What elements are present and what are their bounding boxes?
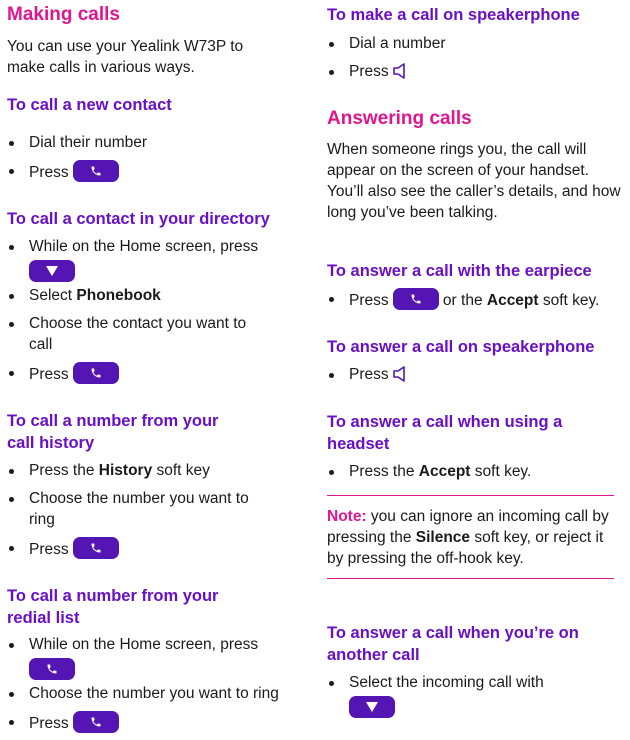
answering-calls-title: Answering calls [327,108,472,129]
note-label: Note: [327,508,367,525]
list-item: Dial a number [327,33,446,54]
phone-icon [90,165,102,177]
heading-call-history: To call a number from your call history [7,412,219,452]
phone-icon [90,716,102,728]
answering-calls-intro: When someone rings you, the call will appear on the screen of your handset. You’ll also see the caller’s details, and how long you’ve been talking. [327,141,621,221]
list-item: Press [327,61,411,82]
list-item: Press [7,160,119,183]
heading-answer-earpiece: To answer a call with the earpiece [327,262,592,280]
call-button [73,711,119,733]
call-button [73,362,119,384]
heading-redial-list: To call a number from your redial list [7,587,219,627]
list-item: Select the incoming call with [327,672,619,719]
note-divider-top [327,495,614,496]
list-item: Press [327,364,411,385]
heading-answer-speakerphone: To answer a call on speakerphone [327,338,595,356]
list-item: Press the History soft key [7,460,210,481]
heading-new-contact: To call a new contact [7,96,172,114]
down-arrow-icon [46,266,58,276]
list-item: Press [7,537,119,560]
note-divider-bottom [327,578,614,579]
list-item: While on the Home screen, press [7,236,299,283]
making-calls-title: Making calls [7,4,120,25]
phone-icon [90,367,102,379]
list-item: Press [7,362,119,385]
heading-directory: To call a contact in your directory [7,210,270,228]
call-button [73,160,119,182]
list-item: Press the Accept soft key. [327,461,531,482]
list-item: Select Phonebook [7,285,161,306]
call-button [393,288,439,310]
speaker-icon [393,365,411,383]
list-item: Dial their number [7,132,147,153]
nav-down-button [349,696,395,718]
nav-down-button [29,260,75,282]
list-item: Press [7,711,119,734]
list-item: While on the Home screen, press [7,634,299,681]
call-button [29,658,75,680]
phone-icon [90,542,102,554]
list-item: Choose the number you want to ring [7,683,279,704]
call-button [73,537,119,559]
list-item: Press or the Accept soft key. [327,288,599,311]
note-box: Note: you can ignore an incoming call by pressing the Silence soft key, or reject it by pressing the off-hook key. [327,508,609,567]
heading-speakerphone-call: To make a call on speakerphone [327,6,580,24]
speaker-icon [393,62,411,80]
list-item: Choose the contact you want to call [7,313,259,355]
phone-icon [46,663,58,675]
making-calls-intro: You can use your Yealink W73P to make calls in various ways. [7,38,244,76]
list-item: Choose the number you want to ring [7,488,269,530]
heading-answer-headset: To answer a call when using a headset [327,413,563,453]
heading-answer-another-call: To answer a call when you’re on another call [327,624,579,664]
phone-icon [410,293,422,305]
down-arrow-icon [366,702,378,712]
